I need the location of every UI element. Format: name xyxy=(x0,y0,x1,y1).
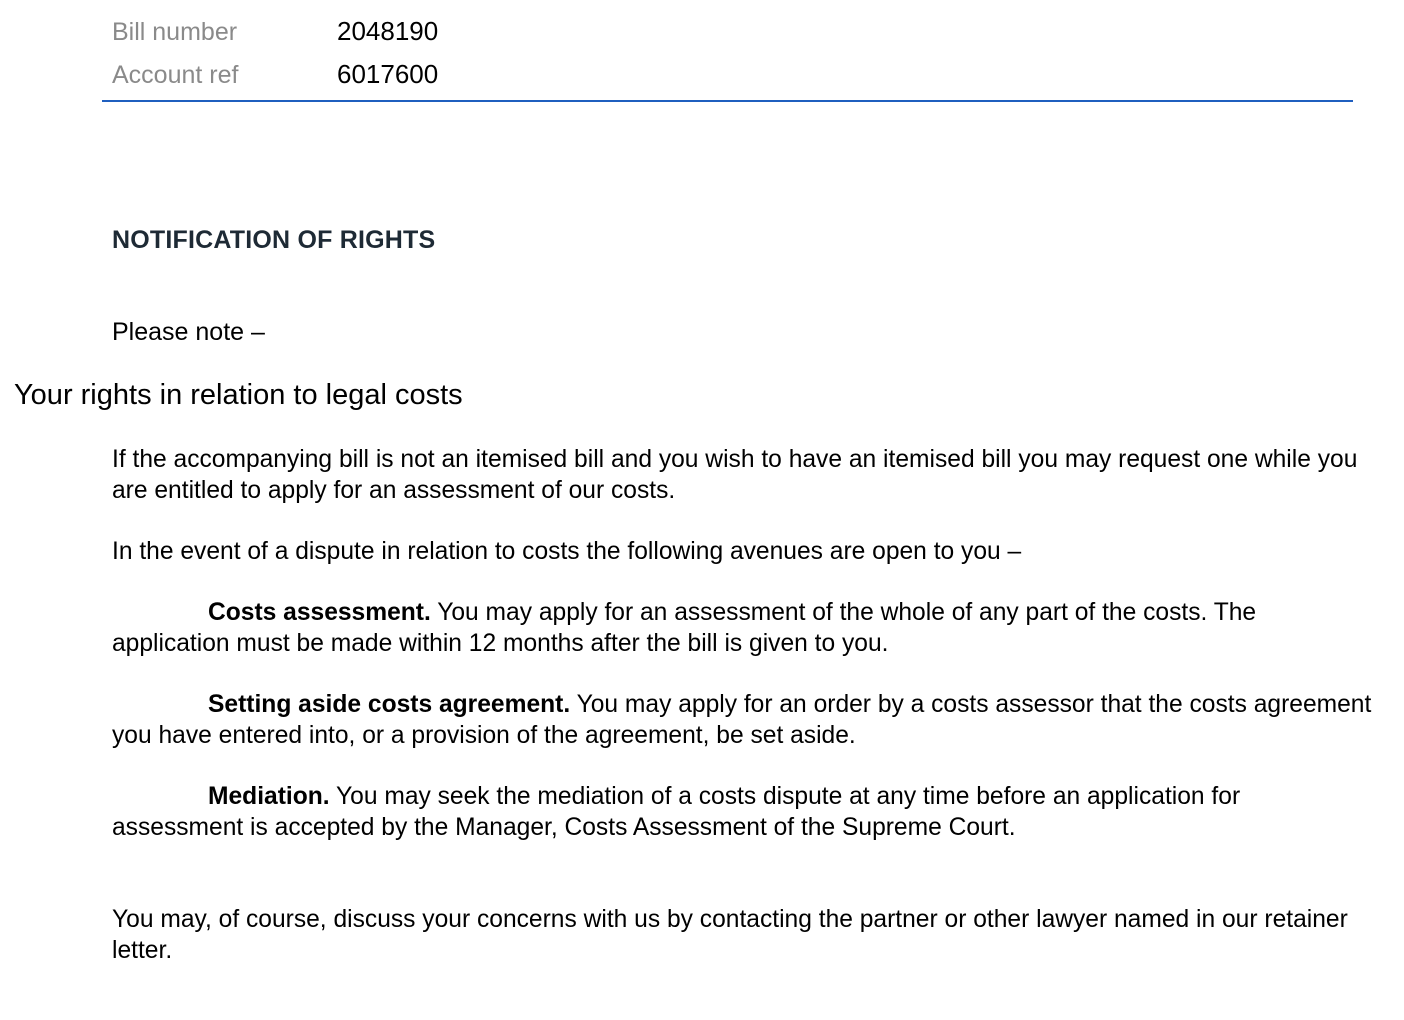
avenue-title: Setting aside costs agreement. xyxy=(208,691,571,718)
itemised-bill-paragraph: If the accompanying bill is not an itemised bill and you wish to have an itemised bill you may request one while you are entitled to apply for an assessment of our costs. xyxy=(112,446,1358,504)
document-title: NOTIFICATION OF RIGHTS xyxy=(112,226,436,254)
bill-number-value: 2048190 xyxy=(337,16,439,46)
rights-subheading: Your rights in relation to legal costs xyxy=(14,379,463,411)
avenue-text: You may apply for an order by a costs assessor that the costs agreement you have entered into, or a provision of the agreement, be set aside. xyxy=(112,691,1372,749)
account-ref-value: 6017600 xyxy=(337,59,439,89)
account-ref-row xyxy=(112,59,438,90)
header-divider xyxy=(102,100,1353,102)
bill-number-row xyxy=(112,16,438,47)
bill-number-label: Bill number xyxy=(112,18,238,46)
avenue-costs-assessment xyxy=(112,597,1372,659)
dispute-intro-paragraph: In the event of a dispute in relation to costs the following avenues are open to you – xyxy=(112,538,1022,565)
account-ref-label: Account ref xyxy=(112,61,239,89)
please-note: Please note – xyxy=(112,318,265,346)
avenue-text: You may apply for an assessment of the whole of any part of the costs. The application must be made within 12 months after the bill is given to you. xyxy=(112,599,1257,657)
avenue-title: Mediation. xyxy=(208,783,330,810)
avenue-text: You may seek the mediation of a costs dispute at any time before an application for assessment is accepted by the Manager, Costs Assessment of the Supreme Court. xyxy=(112,783,1241,841)
closing-paragraph: You may, of course, discuss your concerns with us by contacting the partner or other lawyer named in our retainer letter. xyxy=(112,906,1348,964)
avenue-setting-aside xyxy=(112,689,1372,751)
avenue-mediation xyxy=(112,781,1372,843)
avenue-title: Costs assessment. xyxy=(208,599,431,626)
